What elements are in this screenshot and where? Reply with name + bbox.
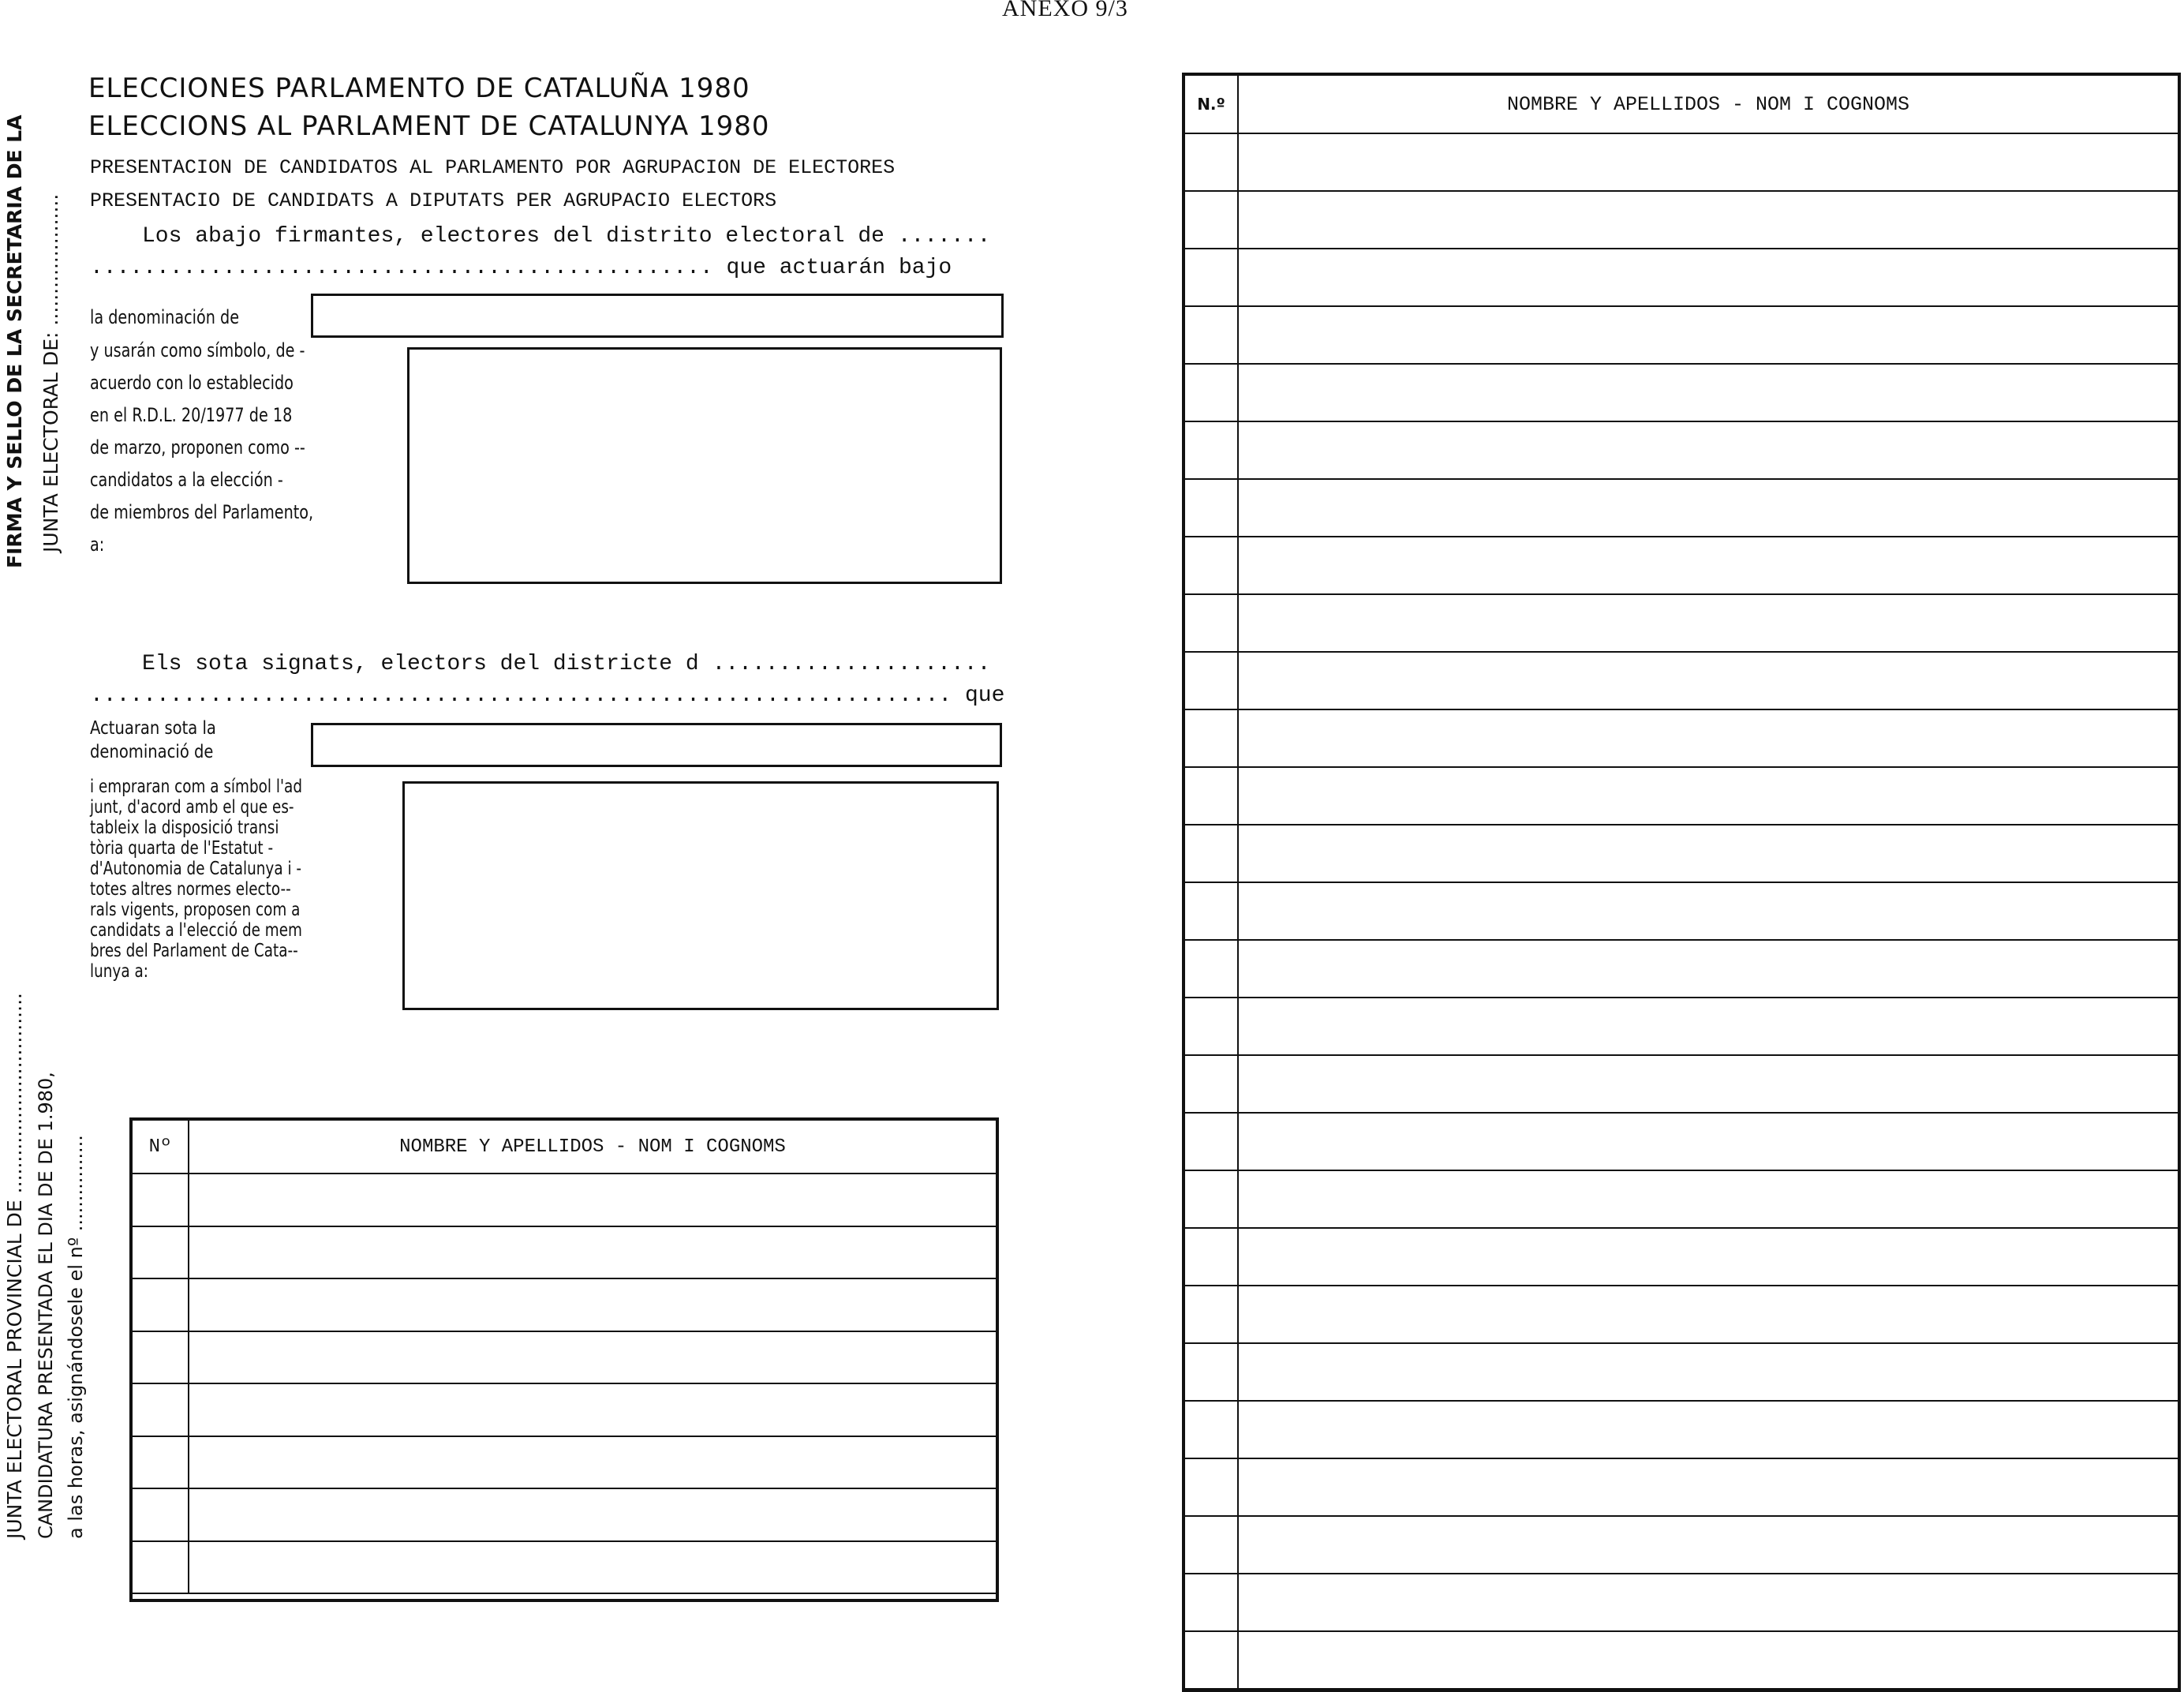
small-table-row	[132, 1331, 997, 1384]
large-table-row	[1184, 421, 2178, 479]
large-table-no-cell[interactable]	[1184, 594, 1238, 652]
catalan-symbol-line: bres del Parlament de Cata--	[90, 941, 298, 961]
large-table-row	[1184, 1574, 2178, 1631]
large-table-no-cell[interactable]	[1184, 191, 1238, 249]
large-table-row	[1184, 1055, 2178, 1113]
small-table-row	[132, 1541, 997, 1594]
catalan-denomination-label-2: denominació de	[90, 742, 214, 762]
large-table-no-cell[interactable]	[1184, 537, 1238, 594]
small-table-name-cell[interactable]	[189, 1331, 997, 1384]
catalan-symbol-line: candidats a l'elecció de mem	[90, 920, 302, 941]
large-table-row	[1184, 709, 2178, 767]
large-table-row	[1184, 825, 2178, 882]
large-table-no-cell[interactable]	[1184, 825, 1238, 882]
side-registry-line-2: CANDIDATURA PRESENTADA EL DIA DE DE 1.980,	[35, 1072, 57, 1539]
small-table-header-name: NOMBRE Y APELLIDOS - NOM I COGNOMS	[189, 1120, 997, 1174]
small-table-header-no: Nº	[132, 1120, 189, 1174]
catalan-intro-line-1: Els sota signats, electors del districte d .....................	[142, 652, 991, 676]
catalan-symbol-line: rals vigents, proposen com a	[90, 900, 301, 920]
large-table-row	[1184, 1228, 2178, 1286]
catalan-intro-line-2: ................................................................. que	[90, 683, 1005, 708]
catalan-symbol-line: tableix la disposició transi	[90, 818, 279, 838]
annex-label: ANEXO 9/3	[1002, 0, 1128, 21]
small-table-name-cell[interactable]	[189, 1488, 997, 1541]
large-table-name-cell[interactable]	[1238, 1343, 2178, 1401]
small-table-name-cell[interactable]	[189, 1174, 997, 1226]
large-table-no-cell[interactable]	[1184, 1055, 1238, 1113]
catalan-symbol-box[interactable]	[402, 781, 999, 1010]
title-catalan: ELECCIONS AL PARLAMENT DE CATALUNYA 1980	[88, 110, 770, 142]
small-table-name-cell[interactable]	[189, 1226, 997, 1279]
small-table-no-cell[interactable]	[132, 1331, 189, 1384]
large-table-row	[1184, 882, 2178, 940]
large-table-name-cell[interactable]	[1238, 191, 2178, 249]
spanish-symbol-text	[90, 335, 313, 561]
large-table-no-cell[interactable]	[1184, 1458, 1238, 1516]
large-table-no-cell[interactable]	[1184, 1343, 1238, 1401]
spanish-symbol-box[interactable]	[407, 347, 1002, 584]
spanish-symbol-line: de marzo, proponen como --	[90, 436, 305, 459]
large-table-row	[1184, 364, 2178, 421]
large-table-no-cell[interactable]	[1184, 709, 1238, 767]
large-table-row	[1184, 1516, 2178, 1574]
large-table-row	[1184, 1631, 2178, 1689]
large-table-row	[1184, 479, 2178, 537]
large-table-name-cell[interactable]	[1238, 1113, 2178, 1170]
large-table-name-cell[interactable]	[1238, 1170, 2178, 1228]
small-table-name-cell[interactable]	[189, 1278, 997, 1331]
side-registry-line-1: JUNTA ELECTORAL PROVINCIAL DE ................................	[3, 993, 26, 1539]
small-table-name-cell[interactable]	[189, 1383, 997, 1436]
large-table-name-cell[interactable]	[1238, 133, 2178, 191]
large-table-no-cell[interactable]	[1184, 1401, 1238, 1458]
side-signature-line-1: FIRMA Y SELLO DE LA SECRETARIA DE LA	[3, 114, 26, 568]
large-table-no-cell[interactable]	[1184, 421, 1238, 479]
large-table-name-cell[interactable]	[1238, 1631, 2178, 1689]
large-table-no-cell[interactable]	[1184, 1631, 1238, 1689]
spanish-symbol-line: acuerdo con lo establecido	[90, 372, 294, 394]
large-table-row	[1184, 767, 2178, 825]
catalan-symbol-line: junt, d'acord amb el que es-	[90, 797, 294, 818]
small-table-no-cell[interactable]	[132, 1488, 189, 1541]
large-table-no-cell[interactable]	[1184, 249, 1238, 306]
large-table-name-cell[interactable]	[1238, 709, 2178, 767]
large-table-no-cell[interactable]	[1184, 1516, 1238, 1574]
large-table-name-cell[interactable]	[1238, 1458, 2178, 1516]
large-table-name-cell[interactable]	[1238, 1228, 2178, 1286]
small-table-no-cell[interactable]	[132, 1383, 189, 1436]
large-table-name-cell[interactable]	[1238, 1574, 2178, 1631]
spanish-symbol-line: a:	[90, 533, 105, 556]
large-table-name-cell[interactable]	[1238, 1286, 2178, 1343]
large-table-name-cell[interactable]	[1238, 940, 2178, 998]
spanish-intro-line-1: Los abajo firmantes, electores del distrito electoral de .......	[142, 224, 991, 249]
large-table-name-cell[interactable]	[1238, 421, 2178, 479]
small-table-no-cell[interactable]	[132, 1278, 189, 1331]
presentation-spanish: PRESENTACION DE CANDIDATOS AL PARLAMENTO POR AGRUPACION DE ELECTORES	[90, 156, 896, 179]
small-table-no-cell[interactable]	[132, 1174, 189, 1226]
large-table-no-cell[interactable]	[1184, 364, 1238, 421]
catalan-denomination-field[interactable]	[311, 723, 1002, 767]
large-table-row	[1184, 1286, 2178, 1343]
large-table-row	[1184, 1113, 2178, 1170]
small-table-no-cell[interactable]	[132, 1226, 189, 1279]
large-table-name-cell[interactable]	[1238, 594, 2178, 652]
catalan-symbol-line: lunya a:	[90, 961, 148, 982]
large-table-header-no: N.º	[1184, 75, 1238, 133]
large-table-name-cell[interactable]	[1238, 249, 2178, 306]
catalan-symbol-text	[90, 777, 302, 982]
large-table-no-cell[interactable]	[1184, 882, 1238, 940]
spanish-symbol-line: candidatos a la elección -	[90, 469, 283, 491]
large-table-no-cell[interactable]	[1184, 1574, 1238, 1631]
large-table-name-cell[interactable]	[1238, 652, 2178, 709]
large-table-row	[1184, 1401, 2178, 1458]
large-table-no-cell[interactable]	[1184, 767, 1238, 825]
spanish-symbol-line: y usarán como símbolo, de -	[90, 339, 305, 361]
large-table-no-cell[interactable]	[1184, 1170, 1238, 1228]
large-table-row	[1184, 306, 2178, 364]
spanish-denomination-field[interactable]	[311, 294, 1004, 338]
large-table-row	[1184, 537, 2178, 594]
small-table-row	[132, 1278, 997, 1331]
spanish-symbol-line: de miembros del Parlamento,	[90, 501, 314, 523]
small-table-row	[132, 1174, 997, 1226]
large-table-no-cell[interactable]	[1184, 1228, 1238, 1286]
large-table-name-cell[interactable]	[1238, 998, 2178, 1055]
large-table-name-cell[interactable]	[1238, 479, 2178, 537]
spanish-intro-line-2: ............................................... que actuarán bajo	[90, 256, 952, 280]
large-table-name-cell[interactable]	[1238, 537, 2178, 594]
title-spanish: ELECCIONES PARLAMENTO DE CATALUÑA 1980	[88, 73, 750, 104]
large-table-no-cell[interactable]	[1184, 133, 1238, 191]
large-table-row	[1184, 594, 2178, 652]
large-table-row	[1184, 249, 2178, 306]
large-table-row	[1184, 191, 2178, 249]
small-table-no-cell[interactable]	[132, 1436, 189, 1489]
small-table-row	[132, 1383, 997, 1436]
large-table-row	[1184, 998, 2178, 1055]
large-candidates-table	[1184, 74, 2179, 1690]
large-table-header-name: NOMBRE Y APELLIDOS - NOM I COGNOMS	[1238, 75, 2178, 133]
large-table-row	[1184, 940, 2178, 998]
large-table-no-cell[interactable]	[1184, 998, 1238, 1055]
spanish-denomination-label: la denominación de	[90, 306, 239, 328]
catalan-symbol-line: d'Autonomia de Catalunya i -	[90, 859, 302, 879]
large-table-row	[1184, 133, 2178, 191]
small-candidates-table	[131, 1119, 997, 1594]
catalan-symbol-line: tòria quarta de l'Estatut -	[90, 838, 274, 859]
large-table-name-cell[interactable]	[1238, 1401, 2178, 1458]
large-table-name-cell[interactable]	[1238, 825, 2178, 882]
side-signature-line-2: JUNTA ELECTORAL DE: .....................	[39, 193, 62, 552]
large-table-no-cell[interactable]	[1184, 940, 1238, 998]
large-table-name-cell[interactable]	[1238, 1055, 2178, 1113]
small-table-name-cell[interactable]	[189, 1436, 997, 1489]
small-table-row	[132, 1226, 997, 1279]
catalan-symbol-line: i empraran com a símbol l'ad	[90, 777, 302, 797]
large-table-name-cell[interactable]	[1238, 306, 2178, 364]
presentation-catalan: PRESENTACIO DE CANDIDATS A DIPUTATS PER AGRUPACIO ELECTORS	[90, 189, 777, 212]
large-table-no-cell[interactable]	[1184, 479, 1238, 537]
side-registry-line-3: a las horas, asignándosele el nº ................	[65, 1135, 87, 1539]
large-table-name-cell[interactable]	[1238, 882, 2178, 940]
small-table-row	[132, 1436, 997, 1489]
large-table-no-cell[interactable]	[1184, 1286, 1238, 1343]
large-table-row	[1184, 1170, 2178, 1228]
small-table-name-cell[interactable]	[189, 1541, 997, 1594]
large-table-no-cell[interactable]	[1184, 1113, 1238, 1170]
spanish-symbol-line: en el R.D.L. 20/1977 de 18	[90, 404, 293, 426]
catalan-denomination-label-1: Actuaran sota la	[90, 718, 216, 739]
large-table-no-cell[interactable]	[1184, 306, 1238, 364]
small-table-row	[132, 1488, 997, 1541]
large-table-no-cell[interactable]	[1184, 652, 1238, 709]
large-table-name-cell[interactable]	[1238, 1516, 2178, 1574]
small-table-no-cell[interactable]	[132, 1541, 189, 1594]
catalan-symbol-line: totes altres normes electo--	[90, 879, 291, 900]
large-table-name-cell[interactable]	[1238, 364, 2178, 421]
large-table-name-cell[interactable]	[1238, 767, 2178, 825]
large-table-row	[1184, 652, 2178, 709]
large-table-row	[1184, 1343, 2178, 1401]
large-table-row	[1184, 1458, 2178, 1516]
